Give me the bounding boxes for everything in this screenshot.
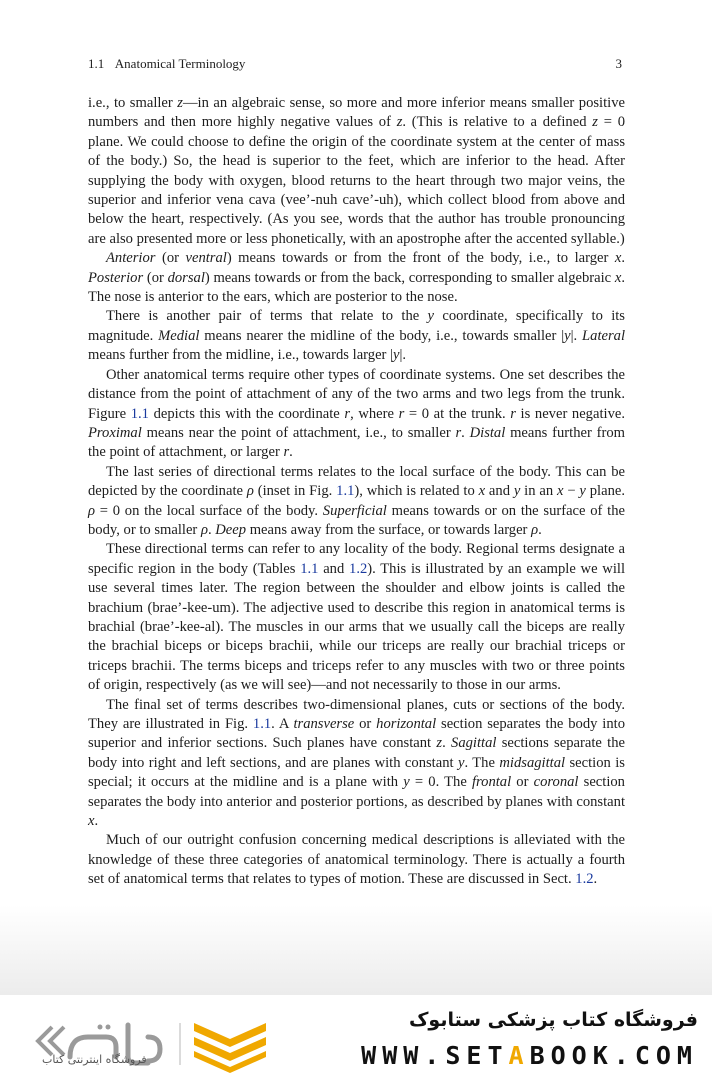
paragraph	[88, 307, 625, 365]
text-run: or	[354, 716, 377, 732]
italic-term: ρ	[246, 483, 254, 500]
text-run: means away from the surface, or towards larger	[246, 521, 532, 538]
text-run: —in an algebraic sense, so more and more inferior means smaller positive numbers and then more highly negative values of	[88, 95, 625, 131]
paragraph	[88, 249, 625, 307]
text-run: (inset in Fig.	[253, 483, 337, 500]
text-run: = 0. The	[409, 774, 472, 791]
url-accent-letter: A	[508, 1041, 530, 1070]
text-run: |.	[399, 347, 407, 364]
italic-term: y	[513, 483, 521, 500]
italic-term: r	[283, 444, 290, 461]
text-run: (or	[143, 269, 168, 286]
italic-term: y	[403, 774, 410, 791]
italic-term: x	[88, 813, 95, 830]
italic-term: x	[478, 483, 486, 500]
text-run: section separates the body into superior and inferior sections. Such planes have constant	[88, 716, 625, 752]
paragraph	[88, 366, 625, 463]
body-text	[88, 94, 625, 890]
text-run: .	[621, 250, 625, 267]
text-run: . A	[271, 716, 294, 732]
text-run: and	[318, 560, 350, 577]
cross-reference-link[interactable]: 1.2	[349, 560, 368, 577]
text-run: coordinate, specifically to its magnitude.	[88, 308, 625, 344]
text-run: (or	[155, 250, 186, 267]
text-run: is never negative.	[515, 405, 625, 422]
italic-term: Posterior	[88, 269, 144, 286]
url-part: BOOK.COM	[529, 1041, 698, 1070]
url-part: WWW.SET	[361, 1041, 509, 1070]
text-run: means further from the midline, i.e., towards larger |	[88, 347, 393, 364]
shop-title: فروشگاه کتاب پزشکی ستابوک	[408, 1009, 698, 1031]
paragraph	[88, 463, 625, 541]
text-run: means near the point of attachment, i.e., to smaller	[141, 424, 456, 441]
text-run: There is another pair of terms that relate to the	[106, 308, 428, 325]
text-run: . The	[464, 754, 500, 771]
text-run: .	[461, 424, 470, 441]
cross-reference-link[interactable]: 1.1	[300, 560, 319, 577]
text-run: .	[207, 521, 216, 538]
paragraph	[88, 696, 625, 832]
paragraph	[88, 94, 625, 249]
cross-reference-link[interactable]: 1.1	[130, 405, 149, 422]
cross-reference-link[interactable]: 1.1	[336, 483, 355, 500]
text-run: means nearer the midline of the body, i.e., towards smaller |	[199, 327, 565, 344]
italic-term: ρ	[88, 502, 96, 519]
text-run: or	[511, 774, 534, 791]
text-run: . (This is relative to a defined	[402, 114, 593, 131]
italic-term: Anterior	[106, 250, 156, 267]
text-run: Other anatomical terms require other types of coordinate systems. One set describes the distance from the point of attachment of any of the two arms and two legs from the trunk. Figure	[88, 366, 625, 422]
text-run: .	[538, 521, 542, 538]
text-run: = 0 on the local surface of the body.	[95, 502, 323, 519]
logo-subtitle: فروشگاه اینترنتی کتاب	[42, 1053, 147, 1066]
italic-term: Distal	[469, 424, 506, 441]
text-run: ). This is illustrated by an example we will use several times later. The region between the shoulder and elbow joints is called the brachium (brae’-kee-um). The adjective used to describe this region in anatomical terms is brachial (brae’-kee-al). The muscles in our arms that we usually call the biceps are really the brachial biceps or biceps brachii, while our triceps are really our brachial triceps or triceps brachii. The terms biceps and triceps refer to any muscles with two or three points of origin, respectively (as we will see)—and not necessarily to those in our arms.	[88, 560, 625, 694]
italic-term: r	[398, 405, 405, 422]
italic-term: x	[614, 250, 622, 267]
italic-term: horizontal	[376, 716, 437, 732]
text-run: section is special; it occurs at the midline and is a plane with	[88, 754, 625, 791]
text-run: ), which is related to	[354, 483, 479, 500]
text-run: = 0 at the trunk.	[404, 405, 511, 422]
text-run: −	[563, 483, 580, 500]
chevron-left-icon	[38, 1027, 64, 1055]
text-run: .	[94, 813, 99, 830]
italic-term: Deep	[215, 521, 247, 538]
text-run: section separates the body into anterior and posterior portions, as described by planes with constant	[88, 774, 625, 810]
text-run: , where	[350, 405, 399, 422]
italic-term: Lateral	[582, 327, 626, 344]
running-head	[88, 56, 624, 76]
shop-url	[361, 1041, 698, 1070]
italic-term: r	[344, 405, 351, 422]
italic-term: y	[457, 754, 465, 771]
italic-term: frontal	[471, 774, 512, 791]
text-run: The last series of directional terms relates to the local surface of the body. This can be depicted by the coordinate	[88, 463, 625, 500]
text-run: |.	[570, 327, 583, 344]
text-run: . The nose is anterior to the ears, which are posterior to the nose.	[88, 269, 625, 306]
book-stack-icon	[194, 1023, 266, 1073]
text-run: sections separate the body into right and left sections, and are planes with constant	[88, 735, 625, 771]
italic-term: r	[510, 405, 516, 422]
italic-term: midsagittal	[499, 754, 566, 771]
italic-term: z	[396, 114, 403, 131]
text-run: depicts this with the coordinate	[148, 405, 345, 422]
italic-term: x	[614, 269, 622, 286]
italic-term: Medial	[158, 327, 200, 344]
text-run: ) means towards or from the back, corresponding to smaller algebraic	[204, 269, 615, 286]
italic-term: y	[579, 483, 586, 500]
text-run: means towards or on the surface of the body, or to smaller	[88, 502, 625, 538]
text-run: These directional terms can refer to any locality of the body. Regional terms designate a specific region in the body (Tables	[88, 541, 625, 577]
text-run: i.e., to smaller	[88, 95, 178, 111]
text-run: plane.	[585, 483, 626, 500]
paragraph	[88, 540, 625, 695]
text-run: means further from the point of attachment, or larger	[88, 424, 625, 461]
text-run: ) means towards or from the front of the body, i.e., to larger	[226, 250, 615, 267]
italic-term: y	[564, 327, 571, 344]
italic-term: y	[427, 308, 435, 325]
italic-term: y	[392, 347, 400, 364]
text-run: = 0 plane. We could choose to define the origin of the coordinate system at the center of mass of the body.) So, the head is superior to the feet, which are inferior to the head. After supplying the body with oxygen, blood returns to the heart through two major veins, the superior and inferior vena cava (vee’-nuh cave’-uh), which collect blood from above and below the heart, respectively. (As you see, words that the author has trouble pronouncing are also presented more or less phonetically, with an apostrophe after the accented syllable.)	[88, 114, 625, 247]
italic-term: z	[436, 735, 443, 752]
page-number: 3	[615, 56, 622, 71]
italic-term: transverse	[293, 716, 355, 732]
text-run: .	[593, 871, 598, 888]
italic-term: dorsal	[167, 269, 205, 286]
section-heading	[88, 56, 245, 76]
italic-term: r	[455, 424, 462, 441]
text-run: The final set of terms describes two-dimensional planes, cuts or sections of the body. They are illustrated in Fig.	[88, 696, 625, 732]
paragraph	[88, 831, 625, 889]
cross-reference-link[interactable]: 1.2	[575, 871, 594, 888]
italic-term: coronal	[533, 774, 579, 791]
section-number: 1.1	[88, 56, 105, 71]
italic-term: ρ	[200, 521, 208, 538]
italic-term: z	[177, 95, 183, 111]
italic-term: Superficial	[322, 502, 387, 519]
cross-reference-link[interactable]: 1.1	[252, 716, 272, 732]
italic-term: ventral	[185, 250, 227, 267]
footer-banner	[0, 995, 712, 1079]
italic-term: ρ	[531, 521, 539, 538]
text-run: .	[442, 735, 452, 752]
section-title: Anatomical Terminology	[114, 56, 246, 71]
text-run: Much of our outright confusion concerning medical descriptions is alleviated with the knowledge of these three categories of anatomical terminology. There is actually a fourth set of anatomical terms that relates to types of motion. These are discussed in Sect.	[88, 832, 625, 888]
italic-term: z	[592, 114, 598, 131]
italic-term: Proximal	[88, 424, 142, 441]
italic-term: x	[557, 483, 564, 500]
text-run: and	[485, 483, 514, 500]
text-run: .	[289, 444, 293, 461]
text-run: in an	[520, 483, 557, 500]
italic-term: Sagittal	[451, 735, 497, 752]
